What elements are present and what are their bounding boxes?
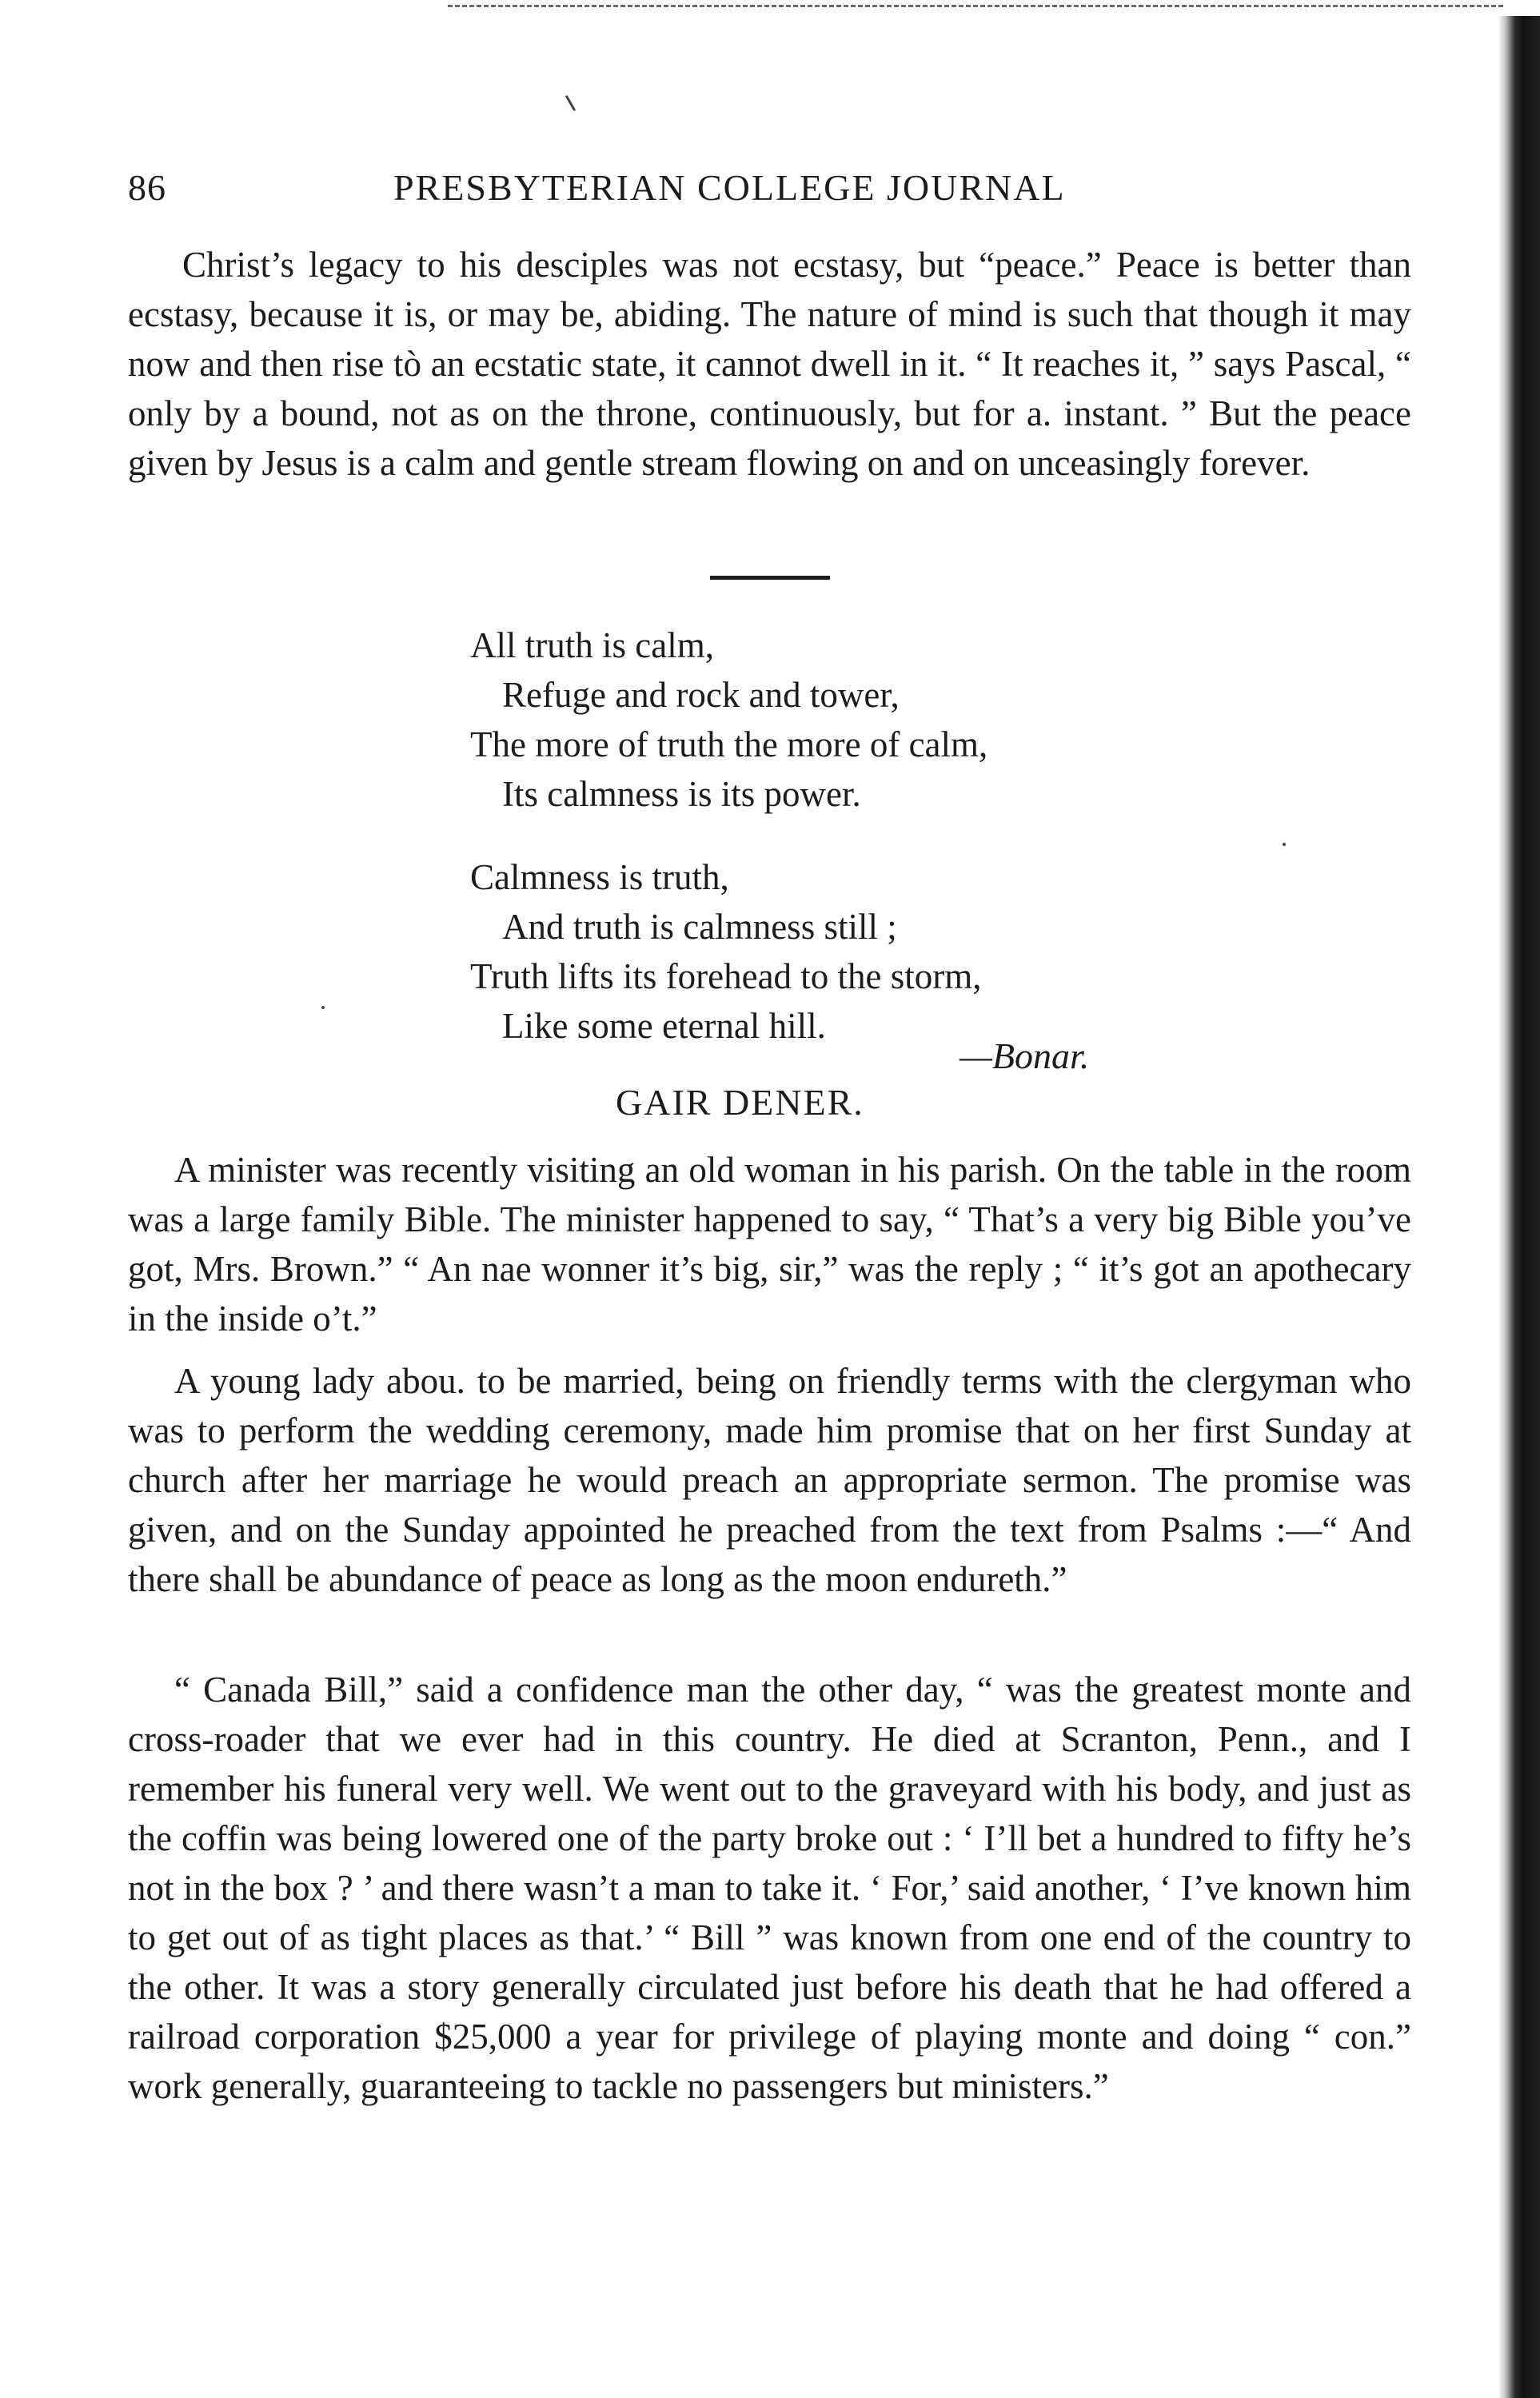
paragraph-minister: A minister was recently visiting an old woman in his parish. On the table in the room was a large family Bible. The minister happened to say, “ That’s a very big Bible you’ve got, Mrs. Brown.” “ An nae wonner it’s big, sir,” was the reply ; “ it’s got an apothecary in the inside o’t.” bbox=[128, 1150, 1411, 1339]
poem-line: Truth lifts its forehead to the storm, bbox=[470, 956, 982, 996]
page-header bbox=[128, 166, 1167, 214]
paragraph-intro: Christ’s legacy to his desciples was not ecstasy, but “peace.” Peace is better than ecstasy, because it is, or may be, abiding. The nature of mind is such that though it may now and then rise tò an ecstatic state, it cannot dwell in it. “ It reaches it, ” says Pascal, “ only by a bound, not as on the throne, continuously, but for a. instant. ” But the peace given by Jesus is a calm and gentle stream flowing on and on unceasingly forever. bbox=[128, 245, 1411, 483]
poem-line: Like some eternal hill. bbox=[502, 1006, 826, 1046]
poem-line: And truth is calmness still ; bbox=[502, 907, 897, 947]
poem-line: All truth is calm, bbox=[470, 625, 714, 665]
scan-speck bbox=[565, 95, 577, 112]
paragraph-young-lady: A young lady abou. to be married, being on friendly terms with the clergyman who was to perform the wedding ceremony, made him promise that on her first Sunday at church after her marriage he would preach an appropriate sermon. The promise was given, and on the Sunday appointed he preached from the text from Psalms :—“ And there shall be abundance of peace as long as the moon endureth.” bbox=[128, 1361, 1411, 1599]
section-divider bbox=[710, 576, 830, 580]
poem-line: Refuge and rock and tower, bbox=[502, 675, 900, 715]
running-head: PRESBYTERIAN COLLEGE JOURNAL bbox=[393, 167, 1066, 208]
scan-speck bbox=[321, 1006, 325, 1009]
poem-attribution: —Bonar. bbox=[960, 1035, 1090, 1076]
page-number: 86 bbox=[128, 167, 166, 208]
binding-edge bbox=[1498, 16, 1540, 2398]
scan-speck bbox=[1283, 843, 1286, 846]
top-edge-rule bbox=[448, 5, 1503, 7]
poem-line: Its calmness is its power. bbox=[502, 774, 861, 814]
poem-stanza-2 bbox=[470, 852, 1190, 1051]
poem-line: Calmness is truth, bbox=[470, 857, 729, 897]
section-title: GAIR DENER. bbox=[616, 1082, 864, 1123]
paragraph-canada-bill: “ Canada Bill,” said a confidence man the other day, “ was the greatest monte and cross-roader that we ever had in this country. He died at Scranton, Penn., and I remember his funeral very well. We went out to the graveyard with his body, and just as the coffin was being lowered one of the party broke out : ‘ I’ll bet a hundred to fifty he’s not in the box ? ’ and there wasn’t a man to take it. ‘ For,’ said another, ‘ I’ve known him to get out of as tight places as that.’ “ Bill ” was known from one end of the country to the other. It was a story generally circulated just before his death that he had offered a railroad corporation $25,000 a year for privilege of playing monte and doing “ con.” work generally, guaranteeing to tackle no passengers but ministers.” bbox=[128, 1670, 1411, 2106]
poem-stanza-1 bbox=[470, 620, 1190, 819]
poem-line: The more of truth the more of calm, bbox=[470, 724, 988, 764]
